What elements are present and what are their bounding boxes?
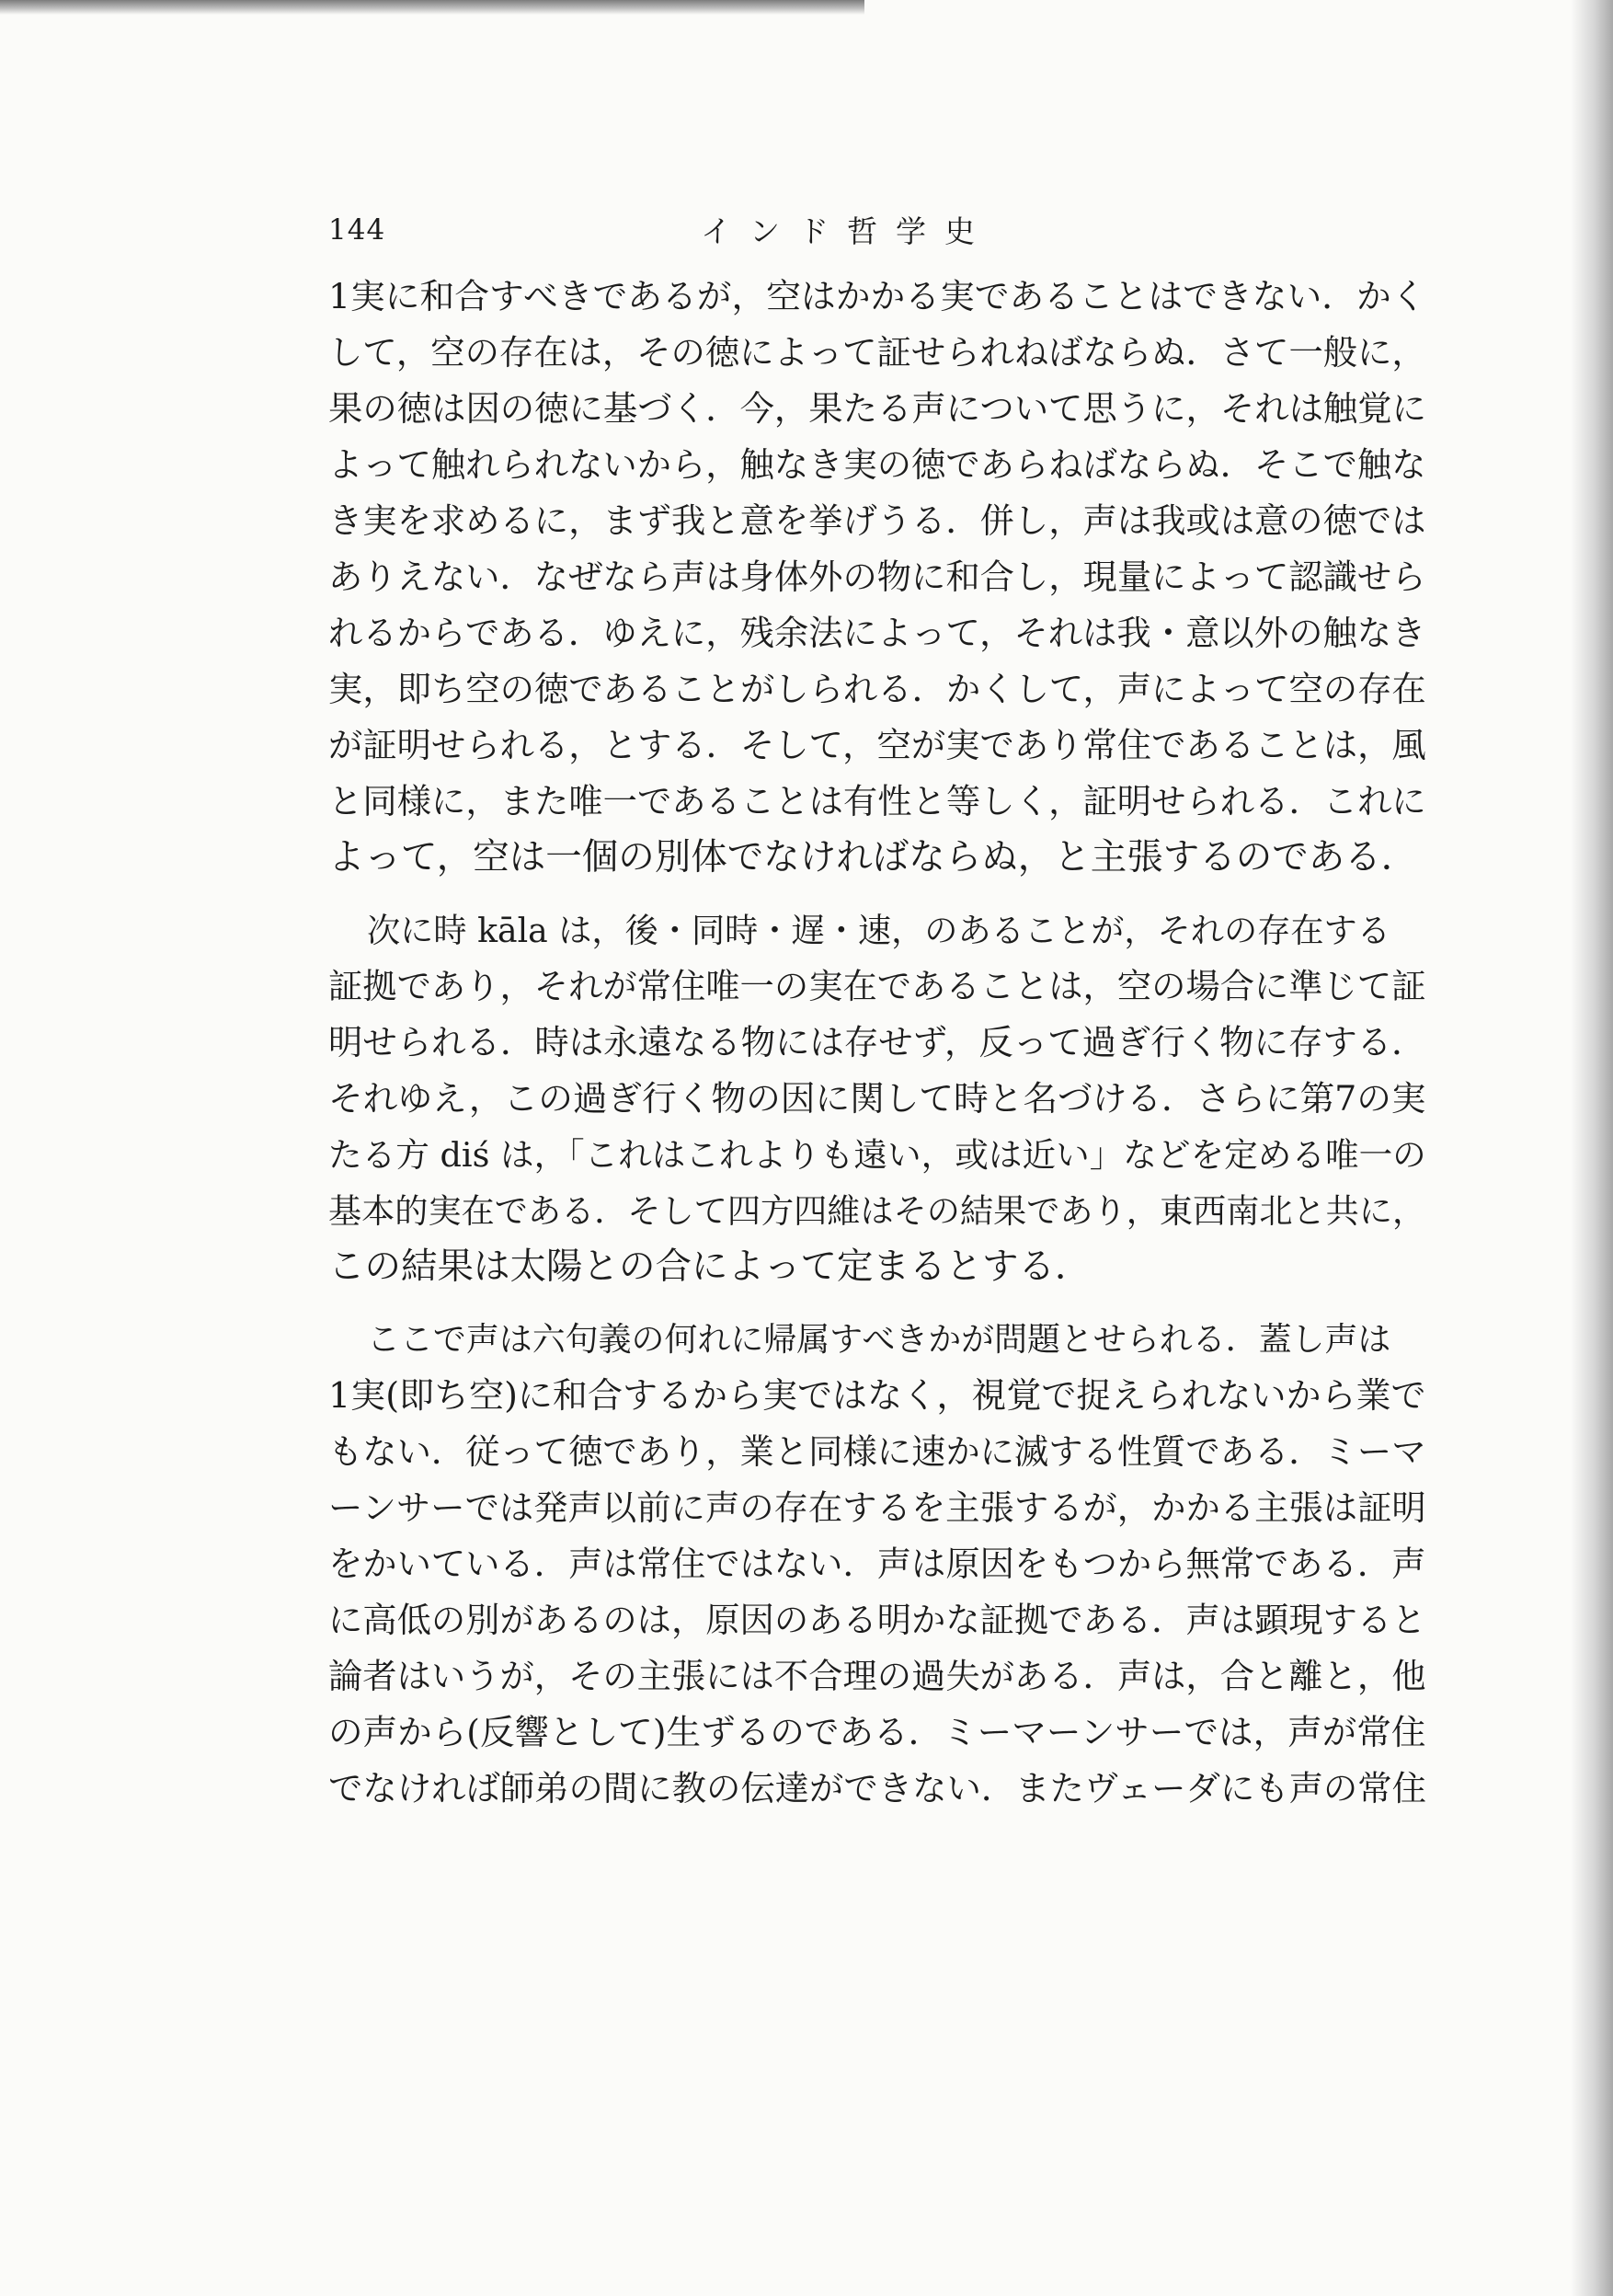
text-line: き実を求めるに，まず我と意を挙げうる．併し，声は我或は意の徳では bbox=[328, 500, 1426, 541]
text-line: それゆえ，この過ぎ行く物の因に関して時と名づける．さらに第7の実 bbox=[328, 1078, 1426, 1119]
paragraph bbox=[328, 902, 1432, 1295]
page-number: 144 bbox=[328, 213, 386, 247]
text-line: よって，空は一個の別体でなければならぬ，と主張するのである． bbox=[328, 836, 1418, 878]
text-line: 論者はいうが，その主張には不合理の過失がある．声は，合と離と，他 bbox=[328, 1656, 1426, 1696]
text-line: 果の徳は因の徳に基づく．今，果たる声について思うに，それは触覚に bbox=[328, 388, 1427, 429]
text-line: が証明せられる，とする．そして，空が実であり常住であることは，風 bbox=[328, 725, 1426, 765]
text-line: れるからである．ゆえに，残余法によって，それは我・意以外の触なき bbox=[328, 613, 1426, 653]
text-line: 1実(即ち空)に和合するから実ではなく，視覚で捉えられないから業で bbox=[328, 1375, 1426, 1416]
text-line: の声から(反響として)生ずるのである．ミーマーンサーでは，声が常住 bbox=[328, 1712, 1426, 1752]
text-line: でなければ師弟の間に教の伝達ができない．またヴェーダにも声の常住 bbox=[328, 1768, 1427, 1808]
text-line: ありえない．なぜなら声は身体外の物に和合し，現量によって認識せら bbox=[328, 557, 1426, 597]
text-line: をかいている．声は常住ではない．声は原因をもつから無常である．声 bbox=[328, 1544, 1426, 1584]
paragraph bbox=[328, 1312, 1432, 1817]
running-head: インド哲学史 bbox=[701, 213, 993, 249]
scan-shadow-top bbox=[0, 0, 864, 15]
text-line: 明せられる．時は永遠なる物には存せず，反って過ぎ行く物に存する． bbox=[328, 1022, 1426, 1062]
scan-shadow-right bbox=[1571, 0, 1613, 2296]
text-line: 実，即ち空の徳であることがしられる．かくして，声によって空の存在 bbox=[328, 669, 1426, 709]
text-line: して，空の存在は，その徳によって証せられねばならぬ．さて一般に， bbox=[328, 332, 1426, 373]
paragraph bbox=[328, 269, 1432, 886]
text-line: に高低の別があるのは，原因のある明かな証拠である．声は顕現すると bbox=[328, 1600, 1426, 1640]
text-line: 1実に和合すべきであるが，空はかかる実であることはできない．かく bbox=[328, 276, 1426, 316]
text-line: たる方 diś は，「これはこれよりも遠い，或は近い」などを定める唯一の bbox=[328, 1135, 1426, 1175]
text-line: この結果は太陽との合によって定まるとする． bbox=[328, 1246, 1092, 1288]
text-line: 次に時 kāla は，後・同時・遅・速，のあることが，それの存在する bbox=[367, 911, 1390, 950]
text-line: 基本的実在である．そして四方四維はその結果であり，東西南北と共に， bbox=[328, 1191, 1426, 1231]
text-line: もない．従って徳であり，業と同様に速かに滅する性質である．ミーマ bbox=[328, 1431, 1426, 1472]
text-line: ーンサーでは発声以前に声の存在するを主張するが，かかる主張は証明 bbox=[328, 1487, 1426, 1528]
body-text bbox=[328, 269, 1432, 1817]
text-line: ここで声は六句義の何れに帰属すべきかが問題とせられる．蓋し声は bbox=[367, 1321, 1391, 1359]
text-line: と同様に，また唯一であることは有性と等しく，証明せられる．これに bbox=[328, 781, 1426, 821]
text-line: よって触れられないから，触なき実の徳であらねばならぬ．そこで触な bbox=[328, 444, 1426, 485]
text-line: 証拠であり，それが常住唯一の実在であることは，空の場合に準じて証 bbox=[328, 966, 1426, 1006]
